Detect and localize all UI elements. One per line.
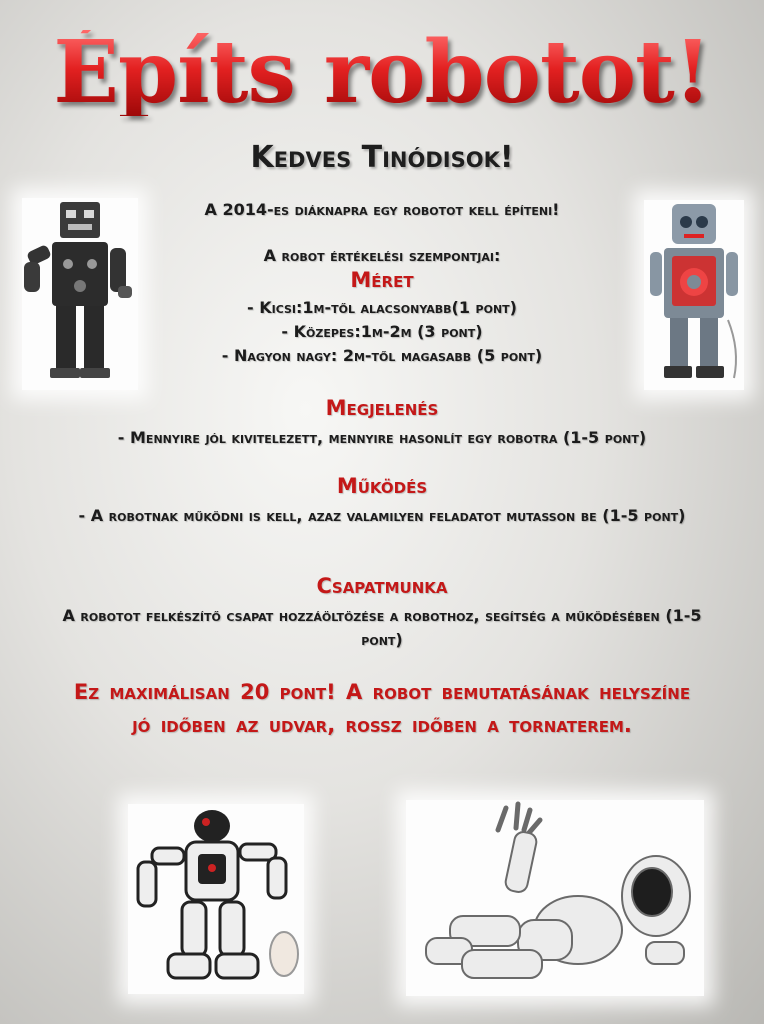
section-heading-megjelenes: Megjelenés [325,396,439,420]
robosapien-robot-image [128,804,304,994]
white-humanoid-robot-illustration [128,804,304,994]
meret-line-3: - Nagyon nagy: 2m-től magasabb (5 pont) [221,346,543,365]
meret-line-2: - Közepes:1m-2m (3 pont) [281,322,483,341]
section-heading-mukodes: Működés [336,474,428,498]
intro-text: A 2014-es diáknapra egy robotot kell építeni! [204,200,560,219]
criteria-heading: A robot értékelési szempontjai: [263,246,501,265]
greeting: Kedves Tinódisok! [250,140,514,175]
reclining-robot-image [406,800,704,996]
reclining-robot-illustration [406,800,704,996]
megjelenes-line-1: - Mennyire jól kivitelezett, mennyire hasonlít egy robotra (1-5 pont) [117,428,647,447]
csapatmunka-line-1: A robotot felkészítő csapat hozzáöltözése a robothoz, segítség a működésében (1-5 pont) [62,606,702,649]
section-heading-csapatmunka: Csapatmunka [316,574,448,598]
meret-line-1: - Kicsi:1m-től alacsonyabb(1 pont) [247,298,517,317]
final-note: Ez maximálisan 20 pont! A robot bemutatásának helyszíne jó időben az udvar, rossz időben a tornaterem. [73,680,691,737]
mukodes-line-1: - A robotnak működni is kell, azaz valamilyen feladatot mutasson be (1-5 pont) [78,506,686,525]
section-heading-meret: Méret [350,268,414,292]
poster-title: Építs robotot! [0,30,764,116]
